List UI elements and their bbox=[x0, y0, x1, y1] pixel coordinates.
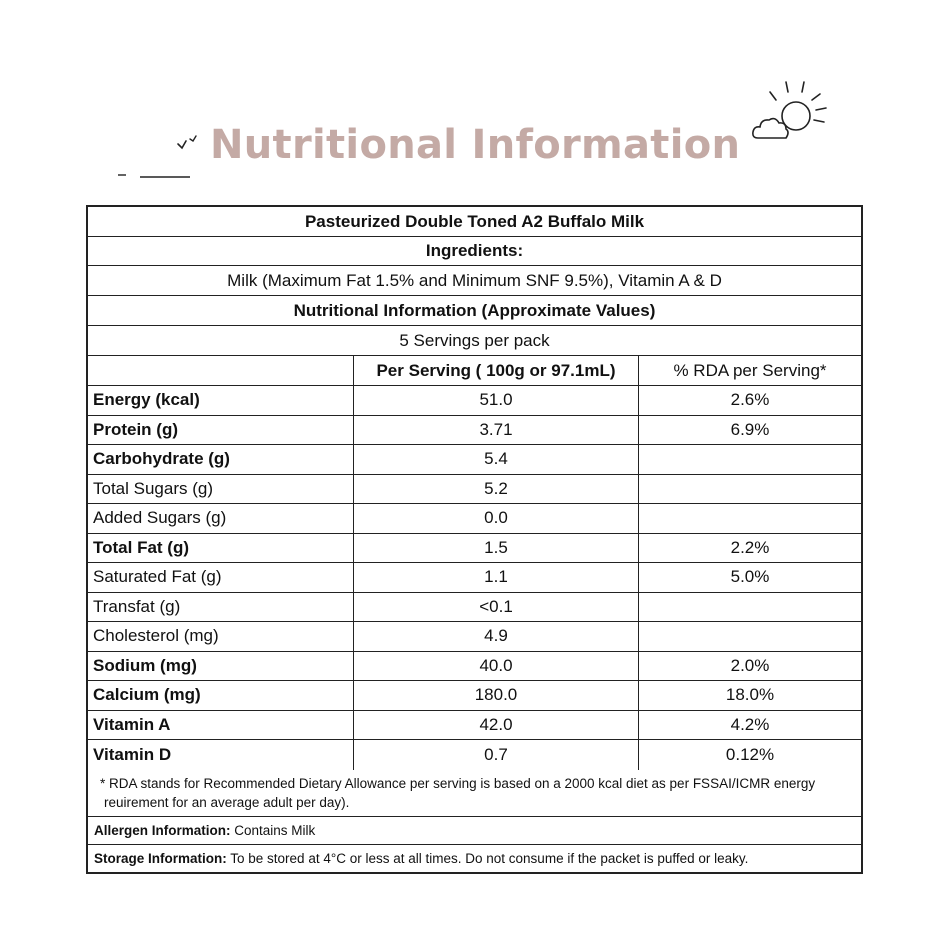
nutrient-value: 0.0 bbox=[354, 504, 639, 533]
nutrient-rda: 2.2% bbox=[730, 537, 770, 557]
ground-line-icon bbox=[116, 170, 196, 180]
nutrient-name: Transfat (g) bbox=[88, 593, 354, 622]
table-row bbox=[88, 534, 861, 564]
product-name: Pasteurized Double Toned A2 Buffalo Milk bbox=[88, 207, 861, 237]
table-row bbox=[88, 445, 861, 475]
page-title: Nutritional Information bbox=[210, 122, 741, 168]
nutrient-name: Calcium (mg) bbox=[88, 681, 354, 710]
nutrient-name: Total Sugars (g) bbox=[88, 475, 354, 504]
nutrient-value: 51.0 bbox=[354, 386, 639, 415]
allergen-text: Contains Milk bbox=[230, 822, 316, 838]
nutrition-heading: Nutritional Information (Approximate Values) bbox=[88, 296, 861, 326]
table-row bbox=[88, 681, 861, 711]
nutrient-rda: 4.2% bbox=[730, 714, 770, 734]
table-row bbox=[88, 475, 861, 505]
table-row bbox=[88, 563, 861, 593]
nutrient-rda bbox=[639, 622, 861, 651]
table-row bbox=[88, 622, 861, 652]
table-row bbox=[88, 652, 861, 682]
nutrient-rda: 6.9% bbox=[730, 419, 770, 439]
nutrient-value: 5.4 bbox=[354, 445, 639, 474]
nutrient-name: Saturated Fat (g) bbox=[88, 563, 354, 592]
nutrient-value: 0.7 bbox=[354, 740, 639, 770]
nutrient-name: Vitamin A bbox=[88, 711, 354, 740]
nutrient-name: Vitamin D bbox=[88, 740, 354, 770]
sun-cloud-icon bbox=[748, 78, 832, 146]
ingredients-heading: Ingredients: bbox=[88, 237, 861, 266]
nutrient-rda bbox=[639, 445, 861, 474]
nutrition-table bbox=[86, 205, 863, 874]
nutrient-rda: 2.0% bbox=[730, 655, 770, 675]
nutrient-rda bbox=[639, 593, 861, 622]
nutrient-value: 1.1 bbox=[354, 563, 639, 592]
nutrient-value: 3.71 bbox=[354, 416, 639, 445]
nutrient-name: Energy (kcal) bbox=[88, 386, 354, 415]
header-blank-cell bbox=[88, 356, 354, 385]
nutrient-name: Cholesterol (mg) bbox=[88, 622, 354, 651]
storage-text: To be stored at 4°C or less at all times. Do not consume if the packet is puffed or leaky. bbox=[226, 850, 749, 866]
nutrient-name: Added Sugars (g) bbox=[88, 504, 354, 533]
table-row bbox=[88, 740, 861, 770]
column-header-row bbox=[88, 356, 861, 386]
rda-note: * RDA stands for Recommended Dietary Allowance per serving is based on a 2000 kcal diet as per FSSAI/ICMR energy reuirement for an average adult per day). bbox=[100, 775, 816, 810]
nutrient-name: Carbohydrate (g) bbox=[88, 445, 354, 474]
allergen-label: Allergen Information: bbox=[94, 822, 231, 838]
nutrient-rda: 18.0% bbox=[725, 685, 775, 705]
nutrient-value: 40.0 bbox=[354, 652, 639, 681]
nutrient-value: 180.0 bbox=[354, 681, 639, 710]
nutrient-rda bbox=[639, 504, 861, 533]
rda-footnote bbox=[88, 770, 861, 817]
storage-info bbox=[88, 845, 861, 872]
header-rda: % RDA per Serving* bbox=[673, 360, 827, 380]
table-row bbox=[88, 711, 861, 741]
bird-icon bbox=[176, 132, 200, 156]
ingredients-text: Milk (Maximum Fat 1.5% and Minimum SNF 9.5%), Vitamin A & D bbox=[88, 266, 861, 296]
nutrient-name: Sodium (mg) bbox=[88, 652, 354, 681]
servings-per-pack: 5 Servings per pack bbox=[88, 326, 861, 356]
table-row bbox=[88, 416, 861, 446]
nutrient-rda bbox=[639, 475, 861, 504]
nutrient-name: Protein (g) bbox=[88, 416, 354, 445]
table-row bbox=[88, 386, 861, 416]
nutrient-value: 4.9 bbox=[354, 622, 639, 651]
storage-label: Storage Information: bbox=[94, 850, 227, 866]
nutrient-value: 42.0 bbox=[354, 711, 639, 740]
table-row bbox=[88, 504, 861, 534]
table-row bbox=[88, 593, 861, 623]
nutrient-value: 1.5 bbox=[354, 534, 639, 563]
nutrient-value: 5.2 bbox=[354, 475, 639, 504]
nutrient-rda: 0.12% bbox=[725, 744, 775, 764]
nutrient-value: <0.1 bbox=[354, 593, 639, 622]
nutrient-rda: 5.0% bbox=[730, 567, 770, 587]
allergen-info bbox=[88, 817, 861, 845]
nutrient-name: Total Fat (g) bbox=[88, 534, 354, 563]
header-per-serving: Per Serving ( 100g or 97.1mL) bbox=[354, 356, 639, 385]
nutrient-rda: 2.6% bbox=[730, 390, 770, 410]
